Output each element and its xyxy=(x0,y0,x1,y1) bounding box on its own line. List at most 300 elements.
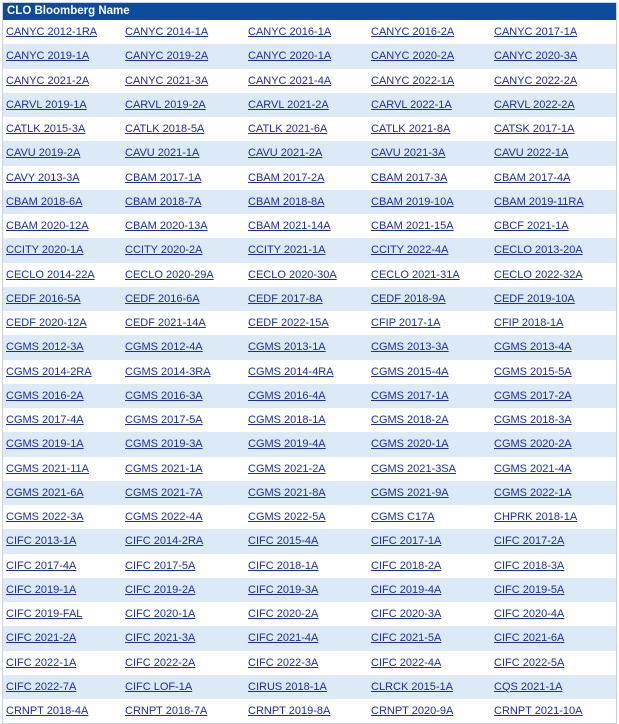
table-cell xyxy=(122,311,245,335)
table-cell xyxy=(368,166,491,190)
clo-name-link[interactable]: CGMS 2016-4A xyxy=(248,389,326,402)
table-cell xyxy=(491,384,616,408)
clo-name-link[interactable]: CIFC 2022-2A xyxy=(125,656,196,669)
table-row xyxy=(3,166,616,190)
clo-name-link[interactable]: CGMS 2020-2A xyxy=(494,438,572,451)
table-cell xyxy=(368,651,491,675)
table-cell xyxy=(491,238,616,262)
table-cell xyxy=(368,44,491,68)
clo-name-link[interactable]: CATSK 2017-1A xyxy=(494,123,575,136)
table-row xyxy=(3,117,616,141)
clo-name-link[interactable]: CATLK 2018-5A xyxy=(125,123,205,136)
clo-name-link[interactable]: CIFC 2017-5A xyxy=(125,559,196,572)
table-cell xyxy=(491,360,616,384)
clo-name-link[interactable]: CANYC 2019-2A xyxy=(125,50,209,63)
table-cell xyxy=(491,93,616,117)
clo-name-link[interactable]: CIFC 2019-FAL xyxy=(6,608,83,621)
table-row xyxy=(3,287,616,311)
table-cell xyxy=(3,360,122,384)
clo-name-link[interactable]: CARVL 2019-1A xyxy=(6,98,87,111)
table-row xyxy=(3,263,616,287)
clo-name-link[interactable]: CIFC 2022-3A xyxy=(248,656,319,669)
table-cell xyxy=(245,238,368,262)
table-cell xyxy=(368,578,491,602)
table-row xyxy=(3,44,616,68)
clo-name-link[interactable]: CANYC 2021-4A xyxy=(248,74,332,87)
table-cell xyxy=(245,505,368,529)
clo-name-link[interactable]: CEDF 2019-10A xyxy=(494,292,575,305)
clo-name-link[interactable]: CANYC 2020-2A xyxy=(371,50,455,63)
clo-name-link[interactable]: CECLO 2014-22A xyxy=(6,268,95,281)
table-row xyxy=(3,311,616,335)
table-cell xyxy=(3,141,122,165)
clo-name-link[interactable]: CGMS 2021-4A xyxy=(494,462,572,475)
clo-name-link[interactable]: CGMS 2021-8A xyxy=(248,486,326,499)
clo-name-link[interactable]: CIFC 2021-5A xyxy=(371,632,442,645)
table-cell xyxy=(3,93,122,117)
clo-name-link[interactable]: CANYC 2022-2A xyxy=(494,74,578,87)
clo-name-link[interactable]: CGMS 2014-4RA xyxy=(248,365,334,378)
table-cell xyxy=(3,505,122,529)
clo-name-link[interactable]: CIFC 2020-1A xyxy=(125,608,196,621)
clo-name-link[interactable]: CGMS 2021-9A xyxy=(371,486,449,499)
table-cell xyxy=(122,578,245,602)
clo-name-link[interactable]: CBAM 2017-2A xyxy=(248,171,325,184)
clo-name-link[interactable]: CIFC 2022-1A xyxy=(6,656,77,669)
table-cell xyxy=(245,360,368,384)
clo-name-link[interactable]: CGMS 2021-3SA xyxy=(371,462,456,475)
clo-name-link[interactable]: CGMS 2013-4A xyxy=(494,341,572,354)
clo-name-link[interactable]: CCITY 2021-1A xyxy=(248,244,326,257)
clo-name-link[interactable]: CIFC 2020-2A xyxy=(248,608,319,621)
clo-name-link[interactable]: CIFC 2019-5A xyxy=(494,583,565,596)
table-cell xyxy=(368,20,491,44)
table-cell xyxy=(122,408,245,432)
clo-name-link[interactable]: CATLK 2015-3A xyxy=(6,123,86,136)
table-row xyxy=(3,190,616,214)
clo-table xyxy=(3,20,616,723)
table-cell xyxy=(491,141,616,165)
table-cell xyxy=(491,432,616,456)
table-cell xyxy=(122,117,245,141)
table-row xyxy=(3,141,616,165)
table-row xyxy=(3,578,616,602)
clo-name-link[interactable]: CATLK 2021-8A xyxy=(371,123,451,136)
clo-name-link[interactable]: CANYC 2019-1A xyxy=(6,50,90,63)
clo-name-link[interactable]: CBAM 2021-15A xyxy=(371,220,454,233)
table-cell xyxy=(491,311,616,335)
clo-name-link[interactable]: CBAM 2019-11RA xyxy=(494,195,584,208)
clo-name-link[interactable]: CIFC 2017-4A xyxy=(6,559,77,572)
table-cell xyxy=(245,141,368,165)
table-cell xyxy=(368,311,491,335)
table-cell xyxy=(245,214,368,238)
table-cell xyxy=(122,699,245,723)
table-cell xyxy=(122,93,245,117)
clo-name-link[interactable]: CECLO 2013-20A xyxy=(494,244,583,257)
clo-name-link[interactable]: CGMS 2021-7A xyxy=(125,486,203,499)
clo-name-link[interactable]: CGMS 2017-4A xyxy=(6,414,84,427)
table-cell xyxy=(3,699,122,723)
table-cell xyxy=(122,44,245,68)
table-cell xyxy=(491,44,616,68)
table-cell xyxy=(3,238,122,262)
table-cell xyxy=(245,287,368,311)
table-row xyxy=(3,675,616,699)
table-cell xyxy=(122,263,245,287)
table-cell xyxy=(368,263,491,287)
table-cell xyxy=(491,481,616,505)
clo-name-link[interactable]: CRNPT 2019-8A xyxy=(248,705,331,718)
clo-name-link[interactable]: CIFC 2017-2A xyxy=(494,535,565,548)
clo-name-link[interactable]: CECLO 2021-31A xyxy=(371,268,460,281)
table-cell xyxy=(368,214,491,238)
table-cell xyxy=(368,457,491,481)
clo-name-link[interactable]: CGMS 2013-1A xyxy=(248,341,326,354)
clo-name-link[interactable]: CGMS 2021-6A xyxy=(6,486,84,499)
clo-name-link[interactable]: CCITY 2022-4A xyxy=(371,244,449,257)
table-cell xyxy=(122,190,245,214)
clo-name-link[interactable]: CIFC 2018-2A xyxy=(371,559,442,572)
table-cell xyxy=(3,190,122,214)
table-cell xyxy=(368,529,491,553)
clo-name-link[interactable]: CAVU 2021-2A xyxy=(248,147,323,160)
table-cell xyxy=(3,287,122,311)
clo-name-link[interactable]: CBAM 2017-4A xyxy=(494,171,571,184)
table-cell xyxy=(245,263,368,287)
table-row xyxy=(3,651,616,675)
clo-name-link[interactable]: CIFC 2021-6A xyxy=(494,632,565,645)
table-cell xyxy=(245,408,368,432)
clo-name-link[interactable]: CANYC 2021-2A xyxy=(6,74,90,87)
table-cell xyxy=(122,335,245,359)
table-cell xyxy=(3,69,122,93)
table-cell xyxy=(491,651,616,675)
table-cell xyxy=(491,578,616,602)
clo-name-link[interactable]: CANYC 2020-1A xyxy=(248,50,332,63)
clo-name-link[interactable]: CIFC 2019-1A xyxy=(6,583,77,596)
table-cell xyxy=(368,141,491,165)
table-cell xyxy=(491,457,616,481)
clo-name-link[interactable]: CIFC 2021-4A xyxy=(248,632,319,645)
table-cell xyxy=(245,578,368,602)
table-cell xyxy=(245,311,368,335)
table-cell xyxy=(122,457,245,481)
table-cell xyxy=(491,20,616,44)
clo-name-link[interactable]: CEDF 2018-9A xyxy=(371,292,446,305)
table-row xyxy=(3,505,616,529)
table-cell xyxy=(122,554,245,578)
table-cell xyxy=(245,626,368,650)
table-cell xyxy=(245,457,368,481)
clo-name-link[interactable]: CBAM 2019-10A xyxy=(371,195,454,208)
table-cell xyxy=(368,69,491,93)
clo-name-link[interactable]: CECLO 2022-32A xyxy=(494,268,583,281)
table-cell xyxy=(3,408,122,432)
table-cell xyxy=(122,238,245,262)
table-row xyxy=(3,529,616,553)
table-cell xyxy=(122,481,245,505)
clo-name-link[interactable]: CATLK 2021-6A xyxy=(248,123,328,136)
clo-name-link[interactable]: CBAM 2018-7A xyxy=(125,195,202,208)
clo-name-link[interactable]: CANYC 2017-1A xyxy=(494,26,578,39)
clo-name-link[interactable]: CGMS 2013-3A xyxy=(371,341,449,354)
table-cell xyxy=(491,529,616,553)
table-cell xyxy=(3,626,122,650)
clo-name-link[interactable]: CANYC 2012-1RA xyxy=(6,26,98,39)
clo-name-link[interactable]: CEDF 2022-15A xyxy=(248,317,329,330)
table-cell xyxy=(491,166,616,190)
clo-name-link[interactable]: CAVU 2021-1A xyxy=(125,147,200,160)
table-cell xyxy=(245,69,368,93)
table-cell xyxy=(491,626,616,650)
clo-name-link[interactable]: CBAM 2018-8A xyxy=(248,195,325,208)
clo-name-link[interactable]: CEDF 2016-5A xyxy=(6,292,81,305)
clo-name-link[interactable]: CGMS 2019-4A xyxy=(248,438,326,451)
clo-name-link[interactable]: CGMS 2020-1A xyxy=(371,438,449,451)
table-cell xyxy=(368,93,491,117)
table-cell xyxy=(3,602,122,626)
clo-name-link[interactable]: CGMS 2019-1A xyxy=(6,438,84,451)
table-cell xyxy=(3,117,122,141)
clo-name-link[interactable]: CANYC 2016-2A xyxy=(371,26,455,39)
clo-name-link[interactable]: CIFC 2014-2RA xyxy=(125,535,204,548)
clo-name-link[interactable]: CGMS 2022-5A xyxy=(248,511,326,524)
clo-name-link[interactable]: CGMS 2022-1A xyxy=(494,486,572,499)
clo-name-link[interactable]: CRNPT 2018-7A xyxy=(125,705,208,718)
table-row xyxy=(3,408,616,432)
table-cell xyxy=(491,190,616,214)
table-cell xyxy=(491,554,616,578)
table-cell xyxy=(122,214,245,238)
clo-name-link[interactable]: CIFC 2020-3A xyxy=(371,608,442,621)
table-cell xyxy=(368,238,491,262)
table-header: CLO Bloomberg Name xyxy=(3,3,616,20)
clo-name-link[interactable]: CEDF 2016-6A xyxy=(125,292,200,305)
clo-name-link[interactable]: CHPRK 2018-1A xyxy=(494,511,578,524)
table-cell xyxy=(491,263,616,287)
clo-name-link[interactable]: CRNPT 2021-10A xyxy=(494,705,583,718)
table-cell xyxy=(245,602,368,626)
clo-name-link[interactable]: CGMS 2015-4A xyxy=(371,365,449,378)
table-cell xyxy=(3,335,122,359)
clo-name-link[interactable]: CAVU 2019-2A xyxy=(6,147,81,160)
clo-name-link[interactable]: CCITY 2020-1A xyxy=(6,244,84,257)
clo-name-link[interactable]: CIFC 2022-5A xyxy=(494,656,565,669)
table-cell xyxy=(245,190,368,214)
clo-name-link[interactable]: CARVL 2021-2A xyxy=(248,98,329,111)
table-cell xyxy=(491,408,616,432)
table-cell xyxy=(122,529,245,553)
table-cell xyxy=(122,651,245,675)
clo-name-link[interactable]: CIFC 2017-1A xyxy=(371,535,442,548)
table-row xyxy=(3,432,616,456)
table-row xyxy=(3,93,616,117)
table-cell xyxy=(368,117,491,141)
clo-name-link[interactable]: CQS 2021-1A xyxy=(494,680,563,693)
table-cell xyxy=(245,432,368,456)
clo-name-link[interactable]: CARVL 2019-2A xyxy=(125,98,206,111)
table-cell xyxy=(368,432,491,456)
table-cell xyxy=(491,287,616,311)
clo-name-link[interactable]: CGMS 2018-2A xyxy=(371,414,449,427)
clo-name-link[interactable]: CGMS 2019-3A xyxy=(125,438,203,451)
table-cell xyxy=(3,214,122,238)
clo-name-link[interactable]: CRNPT 2020-9A xyxy=(371,705,454,718)
table-cell xyxy=(368,384,491,408)
table-cell xyxy=(122,166,245,190)
clo-name-link[interactable]: CGMS 2014-2RA xyxy=(6,365,92,378)
clo-name-link[interactable]: CIFC 2021-2A xyxy=(6,632,77,645)
clo-name-link[interactable]: CGMS 2021-11A xyxy=(6,462,89,475)
clo-name-link[interactable]: CECLO 2020-29A xyxy=(125,268,214,281)
table-cell xyxy=(3,529,122,553)
clo-name-link[interactable]: CBAM 2020-12A xyxy=(6,220,89,233)
table-cell xyxy=(122,626,245,650)
clo-name-link[interactable]: CANYC 2021-3A xyxy=(125,74,209,87)
clo-name-link[interactable]: CGMS C17A xyxy=(371,511,435,524)
table-cell xyxy=(245,481,368,505)
clo-name-link[interactable]: CAVU 2021-3A xyxy=(371,147,446,160)
table-cell xyxy=(245,93,368,117)
table-cell xyxy=(245,675,368,699)
table-cell xyxy=(3,457,122,481)
clo-name-link[interactable]: CLRCK 2015-1A xyxy=(371,680,453,693)
table-cell xyxy=(3,432,122,456)
table-cell xyxy=(3,44,122,68)
table-cell xyxy=(491,214,616,238)
table-cell xyxy=(245,20,368,44)
clo-name-link[interactable]: CIFC 2019-3A xyxy=(248,583,319,596)
clo-name-link[interactable]: CANYC 2016-1A xyxy=(248,26,332,39)
clo-name-link[interactable]: CBAM 2021-14A xyxy=(248,220,331,233)
clo-name-link[interactable]: CGMS 2014-3RA xyxy=(125,365,211,378)
table-cell xyxy=(245,117,368,141)
clo-name-link[interactable]: CBAM 2017-1A xyxy=(125,171,202,184)
table-cell xyxy=(3,651,122,675)
clo-name-link[interactable]: CFIP 2017-1A xyxy=(371,317,441,330)
clo-name-link[interactable]: CFIP 2018-1A xyxy=(494,317,564,330)
clo-name-link[interactable]: CIFC LOF-1A xyxy=(125,680,193,693)
table-row xyxy=(3,238,616,262)
clo-name-link[interactable]: CBAM 2018-6A xyxy=(6,195,83,208)
table-cell xyxy=(491,602,616,626)
clo-name-link[interactable]: CEDF 2021-14A xyxy=(125,317,206,330)
clo-name-link[interactable]: CGMS 2018-1A xyxy=(248,414,326,427)
table-cell xyxy=(245,699,368,723)
table-row xyxy=(3,335,616,359)
table-cell xyxy=(3,311,122,335)
clo-name-link[interactable]: CGMS 2012-4A xyxy=(125,341,203,354)
table-row xyxy=(3,481,616,505)
clo-name-link[interactable]: CRNPT 2018-4A xyxy=(6,705,89,718)
table-row xyxy=(3,69,616,93)
clo-name-link[interactable]: CANYC 2014-1A xyxy=(125,26,209,39)
clo-name-link[interactable]: CEDF 2017-8A xyxy=(248,292,323,305)
clo-name-link[interactable]: CECLO 2020-30A xyxy=(248,268,337,281)
clo-name-link[interactable]: CGMS 2021-2A xyxy=(248,462,326,475)
clo-name-link[interactable]: CGMS 2022-3A xyxy=(6,511,84,524)
clo-name-link[interactable]: CARVL 2022-1A xyxy=(371,98,452,111)
table-cell xyxy=(245,44,368,68)
table-cell xyxy=(368,360,491,384)
clo-name-link[interactable]: CGMS 2021-1A xyxy=(125,462,203,475)
clo-name-link[interactable]: CIFC 2022-7A xyxy=(6,680,77,693)
clo-name-link[interactable]: CIFC 2020-4A xyxy=(494,608,565,621)
table-cell xyxy=(368,554,491,578)
clo-name-link[interactable]: CGMS 2017-2A xyxy=(494,389,572,402)
table-cell xyxy=(368,505,491,529)
clo-name-link[interactable]: CGMS 2012-3A xyxy=(6,341,84,354)
clo-name-link[interactable]: CIFC 2022-4A xyxy=(371,656,442,669)
table-cell xyxy=(122,384,245,408)
table-cell xyxy=(368,408,491,432)
clo-name-link[interactable]: CARVL 2022-2A xyxy=(494,98,575,111)
table-cell xyxy=(122,505,245,529)
clo-name-link[interactable]: CEDF 2020-12A xyxy=(6,317,87,330)
table-cell xyxy=(368,699,491,723)
table-row xyxy=(3,626,616,650)
clo-name-link[interactable]: CGMS 2016-2A xyxy=(6,389,84,402)
clo-name-link[interactable]: CANYC 2022-1A xyxy=(371,74,455,87)
table-cell xyxy=(245,166,368,190)
clo-name-link[interactable]: CIFC 2015-4A xyxy=(248,535,319,548)
clo-name-link[interactable]: CGMS 2017-1A xyxy=(371,389,449,402)
table-row xyxy=(3,20,616,44)
clo-name-link[interactable]: CANYC 2020-3A xyxy=(494,50,578,63)
table-cell xyxy=(245,529,368,553)
table-row xyxy=(3,384,616,408)
clo-name-link[interactable]: CCITY 2020-2A xyxy=(125,244,203,257)
clo-name-link[interactable]: CIFC 2018-3A xyxy=(494,559,565,572)
table-cell xyxy=(491,335,616,359)
clo-name-link[interactable]: CGMS 2018-3A xyxy=(494,414,572,427)
table-cell xyxy=(122,141,245,165)
table-cell xyxy=(122,69,245,93)
clo-name-link[interactable]: CAVY 2013-3A xyxy=(6,171,80,184)
table-body xyxy=(3,20,616,723)
clo-name-link[interactable]: CIFC 2021-3A xyxy=(125,632,196,645)
clo-name-link[interactable]: CGMS 2017-5A xyxy=(125,414,203,427)
clo-name-link[interactable]: CAVU 2022-1A xyxy=(494,147,569,160)
table-cell xyxy=(245,651,368,675)
table-cell xyxy=(122,287,245,311)
table-cell xyxy=(122,360,245,384)
clo-name-link[interactable]: CIRUS 2018-1A xyxy=(248,680,327,693)
table-cell xyxy=(122,602,245,626)
clo-name-link[interactable]: CGMS 2016-3A xyxy=(125,389,203,402)
table-cell xyxy=(491,69,616,93)
table-cell xyxy=(368,675,491,699)
clo-name-link[interactable]: CIFC 2019-2A xyxy=(125,583,196,596)
clo-name-link[interactable]: CIFC 2018-1A xyxy=(248,559,319,572)
clo-name-link[interactable]: CIFC 2013-1A xyxy=(6,535,77,548)
clo-table-container xyxy=(2,2,617,724)
table-cell xyxy=(368,626,491,650)
clo-name-link[interactable]: CBAM 2017-3A xyxy=(371,171,448,184)
clo-name-link[interactable]: CGMS 2022-4A xyxy=(125,511,203,524)
table-cell xyxy=(3,578,122,602)
table-cell xyxy=(3,675,122,699)
table-cell xyxy=(368,335,491,359)
table-cell xyxy=(122,675,245,699)
clo-name-link[interactable]: CBCF 2021-1A xyxy=(494,220,569,233)
table-cell xyxy=(368,602,491,626)
clo-name-link[interactable]: CBAM 2020-13A xyxy=(125,220,208,233)
table-row xyxy=(3,602,616,626)
clo-name-link[interactable]: CIFC 2019-4A xyxy=(371,583,442,596)
clo-name-link[interactable]: CGMS 2015-5A xyxy=(494,365,572,378)
